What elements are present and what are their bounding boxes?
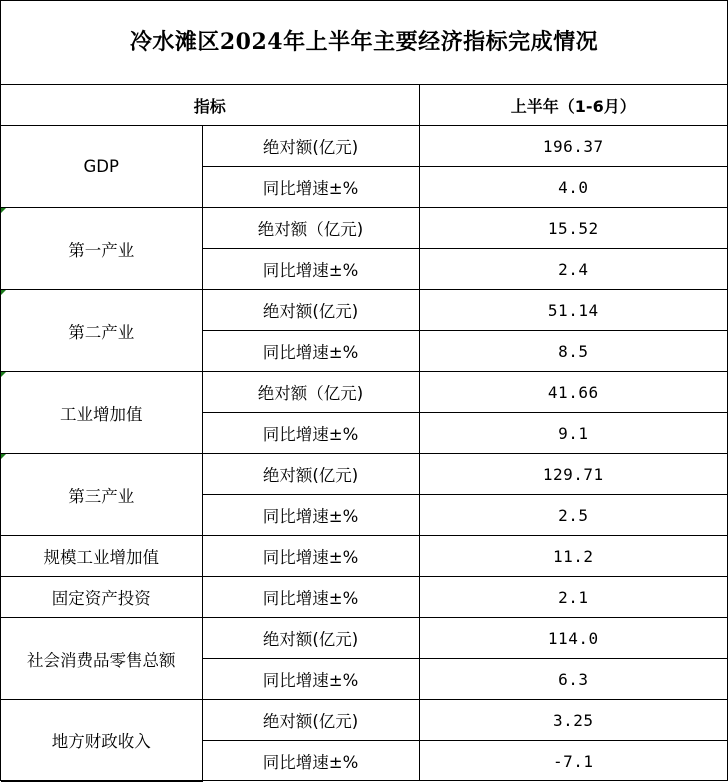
metric-value: 8.5 bbox=[419, 331, 727, 372]
table-row bbox=[1, 700, 727, 741]
indicator-name: 工业增加值 bbox=[1, 372, 202, 454]
indicator-table bbox=[1, 85, 727, 782]
indicator-name: 第二产业 bbox=[1, 290, 202, 372]
metric-label: 绝对额（亿元) bbox=[202, 208, 419, 249]
metric-label: 绝对额(亿元) bbox=[202, 618, 419, 659]
metric-value: 51.14 bbox=[419, 290, 727, 331]
indicator-name: 第一产业 bbox=[1, 208, 202, 290]
header-period: 上半年（1-6月） bbox=[419, 85, 727, 126]
metric-value: 6.3 bbox=[419, 659, 727, 700]
metric-value: 9.1 bbox=[419, 413, 727, 454]
metric-label: 同比增速±% bbox=[202, 536, 419, 577]
metric-label: 绝对额(亿元) bbox=[202, 700, 419, 741]
metric-value: 41.66 bbox=[419, 372, 727, 413]
table-row bbox=[1, 618, 727, 659]
table-row bbox=[1, 372, 727, 413]
metric-label: 同比增速±% bbox=[202, 577, 419, 618]
metric-value: 11.2 bbox=[419, 536, 727, 577]
metric-value: 2.1 bbox=[419, 577, 727, 618]
metric-label: 同比增速±% bbox=[202, 331, 419, 372]
metric-label: 同比增速±% bbox=[202, 249, 419, 290]
metric-label: 同比增速±% bbox=[202, 741, 419, 782]
metric-value: 2.4 bbox=[419, 249, 727, 290]
table-row bbox=[1, 208, 727, 249]
metric-value: 2.5 bbox=[419, 495, 727, 536]
metric-value: 3.25 bbox=[419, 700, 727, 741]
table-row bbox=[1, 577, 727, 618]
metric-label: 绝对额(亿元) bbox=[202, 126, 419, 167]
sheet-title: 冷水滩区2024年上半年主要经济指标完成情况 bbox=[1, 1, 727, 85]
metric-label: 同比增速±% bbox=[202, 495, 419, 536]
table-row bbox=[1, 536, 727, 577]
indicator-name: 第三产业 bbox=[1, 454, 202, 536]
metric-label: 同比增速±% bbox=[202, 167, 419, 208]
table-row bbox=[1, 454, 727, 495]
metric-value: 114.0 bbox=[419, 618, 727, 659]
metric-label: 同比增速±% bbox=[202, 413, 419, 454]
metric-label: 绝对额(亿元) bbox=[202, 290, 419, 331]
indicator-name: 社会消费品零售总额 bbox=[1, 618, 202, 700]
table-row bbox=[1, 126, 727, 167]
metric-value: -7.1 bbox=[419, 741, 727, 782]
indicator-name: GDP bbox=[1, 126, 202, 208]
table-row bbox=[1, 290, 727, 331]
metric-value: 129.71 bbox=[419, 454, 727, 495]
metric-label: 绝对额（亿元) bbox=[202, 372, 419, 413]
metric-value: 196.37 bbox=[419, 126, 727, 167]
metric-value: 15.52 bbox=[419, 208, 727, 249]
indicator-name: 地方财政收入 bbox=[1, 700, 202, 782]
indicator-name: 固定资产投资 bbox=[1, 577, 202, 618]
indicator-name: 规模工业增加值 bbox=[1, 536, 202, 577]
metric-value: 4.0 bbox=[419, 167, 727, 208]
metric-label: 绝对额(亿元) bbox=[202, 454, 419, 495]
metric-label: 同比增速±% bbox=[202, 659, 419, 700]
header-row bbox=[1, 85, 727, 126]
header-indicator: 指标 bbox=[1, 85, 419, 126]
